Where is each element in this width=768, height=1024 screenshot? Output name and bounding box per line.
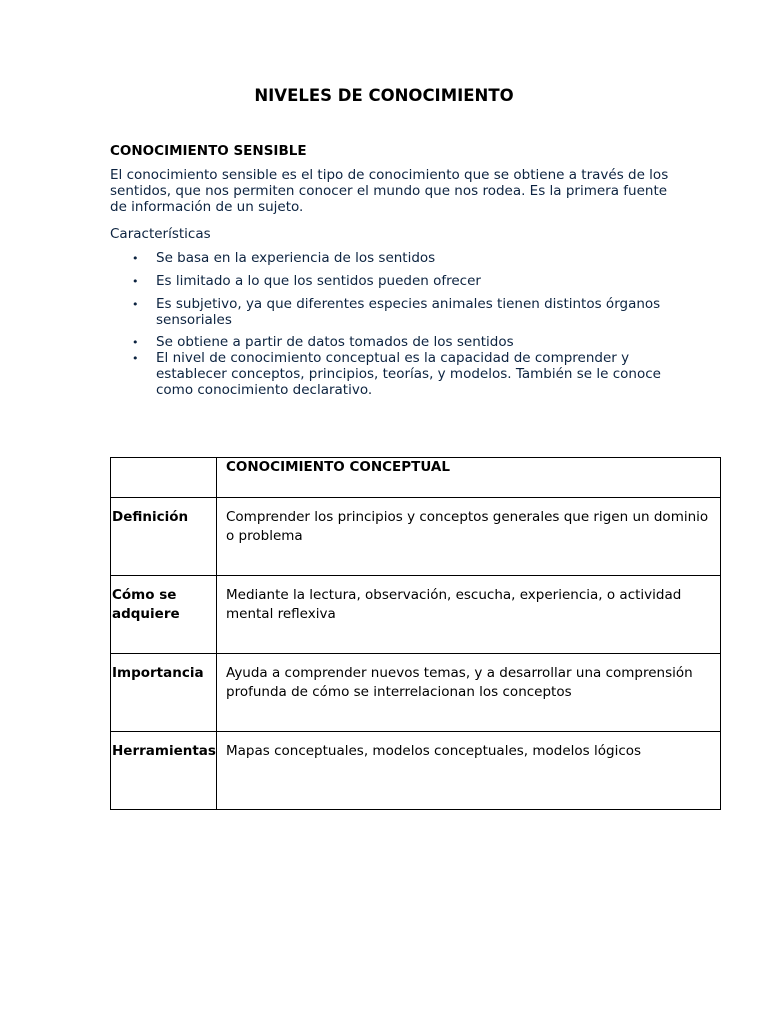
bullet-icon: • — [132, 298, 139, 311]
row-value: Ayuda a comprender nuevos temas, y a desarrollar una comprensión profunda de cómo se interrelacionan los conceptos — [217, 654, 721, 732]
list-item-text: Se obtiene a partir de datos tomados de los sentidos — [156, 334, 514, 350]
table-row — [111, 498, 721, 576]
list-item — [110, 351, 670, 398]
table-row — [111, 576, 721, 654]
bullet-icon: • — [132, 336, 139, 349]
row-label: Definición — [111, 498, 217, 576]
table-corner-cell — [111, 458, 217, 498]
list-item-text: Es subjetivo, ya que diferentes especies animales tienen distintos órganos sensoriales — [156, 296, 661, 328]
list-item — [110, 251, 670, 267]
bullet-icon: • — [132, 275, 139, 288]
bullet-icon: • — [132, 352, 139, 365]
row-value: Comprender los principios y conceptos generales que rigen un dominio o problema — [217, 498, 721, 576]
table-row — [111, 732, 721, 810]
document-title: NIVELES DE CONOCIMIENTO — [254, 86, 514, 105]
list-item-text: El nivel de conocimiento conceptual es la capacidad de comprender y establecer conceptos, principios, teorías, y modelos. También se le conoce como conocimiento declarativo. — [156, 350, 661, 398]
characteristics-label: Características — [110, 226, 211, 242]
list-item — [110, 274, 670, 290]
table-header-title: CONOCIMIENTO CONCEPTUAL — [217, 458, 721, 498]
table-row — [111, 654, 721, 732]
section-heading: CONOCIMIENTO SENSIBLE — [110, 143, 307, 159]
table-header-row — [111, 458, 721, 498]
row-label: Herramientas — [111, 732, 217, 810]
list-item — [110, 335, 670, 351]
row-value: Mapas conceptuales, modelos conceptuales, modelos lógicos — [217, 732, 721, 810]
bullet-icon: • — [132, 252, 139, 265]
row-label: Importancia — [111, 654, 217, 732]
concept-table — [110, 457, 721, 810]
list-item-text: Se basa en la experiencia de los sentidos — [156, 250, 436, 266]
list-item-text: Es limitado a lo que los sentidos pueden ofrecer — [156, 273, 481, 289]
row-value: Mediante la lectura, observación, escucha, experiencia, o actividad mental reflexiva — [217, 576, 721, 654]
list-item — [110, 297, 670, 329]
section-paragraph: El conocimiento sensible es el tipo de conocimiento que se obtiene a través de los sentidos, que nos permiten conocer el mundo que nos rodea. Es la primera fuente de información de un sujeto. — [110, 167, 669, 215]
row-label: Cómo se adquiere — [111, 576, 217, 654]
